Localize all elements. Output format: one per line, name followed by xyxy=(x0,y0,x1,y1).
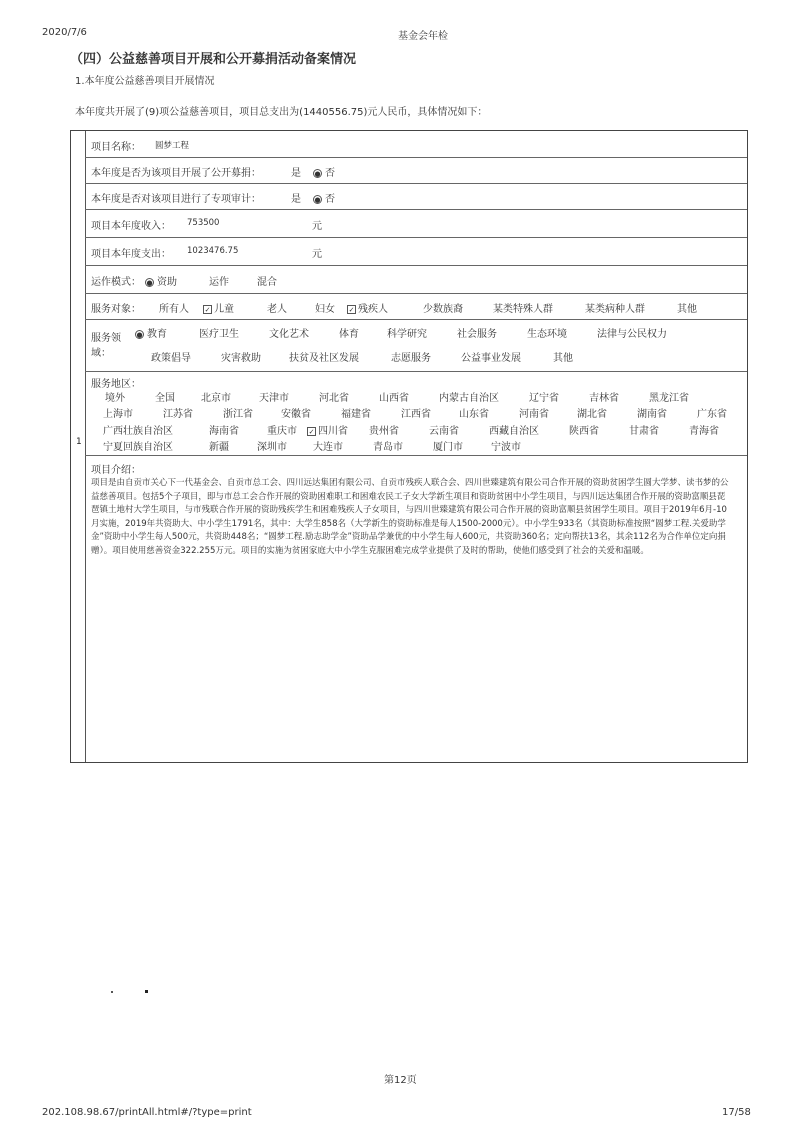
region-item[interactable]: 青岛市 xyxy=(373,442,403,453)
audit-question: 本年度是否对该项目进行了专项审计： xyxy=(91,194,261,205)
radio-selected-icon: ● xyxy=(146,278,153,287)
field-research[interactable]: 科学研究 xyxy=(387,329,427,340)
project-table xyxy=(70,130,748,763)
region-item[interactable]: 宁波市 xyxy=(491,442,521,453)
field-volunteer[interactable]: 志愿服务 xyxy=(391,353,431,364)
region-item[interactable]: 海南省 xyxy=(209,426,239,437)
region-item[interactable]: 上海市 xyxy=(103,409,133,420)
target-all[interactable]: 所有人 xyxy=(159,304,189,315)
row-index-column xyxy=(71,131,86,762)
intro-text: 项目是由自贡市关心下一代基金会、自贡市总工会、四川远达集团有限公司、自贡市残疾人联合会、四川世臻建筑有限公司合作开展的资助贫困学生圆大学梦、读书梦的公益慈善项目。包括5个子项目，即与市总工会合作开展的资助困难职工和困难农民工子女大学新生项目和资助贫困中小学生项目，与四川远达集团合作开展的资助富顺县琵琶镇土地村大学生项目，与市残联合作开展的资助残疾学生和困难残疾人子女项目，与四川世臻建筑有限公司合作开展的资助富顺县贫困学生项目。项目于2019年6月-10月实施，2019年共资助大、中小学生1791名，其中：大学生858名（大学新生的资助标准是每人1500-2000元）。中小学生933名（其资助标准按照“圆梦工程.关爱助学金”资助中小学生每人500元，共资助448名；“圆梦工程.励志助学金”资助品学兼优的中小学生每人600元，共资助360名；定向帮扶13名，其余112名为合作单位定向捐赠）。项目使用慈善资金322.255万元。项目的实施为贫困家庭大中小学生克服困难完成学业提供了及时的帮助，使他们感受到了社会的关爱和温暖。 xyxy=(91,478,729,556)
field-policy[interactable]: 政策倡导 xyxy=(151,353,191,364)
name-label: 项目名称： xyxy=(91,142,141,153)
field-other[interactable]: 其他 xyxy=(553,353,573,364)
region-item[interactable]: 宁夏回族自治区 xyxy=(103,442,173,453)
expense-unit: 元 xyxy=(312,249,322,260)
radio-selected-icon: ● xyxy=(136,330,143,339)
mode-option-funding[interactable]: ● 资助 xyxy=(146,277,177,288)
print-date: 2020/7/6 xyxy=(42,27,87,38)
row-service-regions xyxy=(85,371,747,456)
field-sports[interactable]: 体育 xyxy=(339,329,359,340)
region-item[interactable]: 境外 xyxy=(105,393,125,404)
target-minorities[interactable]: 少数族裔 xyxy=(423,304,463,315)
page-count: 17/58 xyxy=(722,1107,751,1118)
public-no-option[interactable]: ● 否 xyxy=(314,168,335,179)
subsection-title: 1.本年度公益慈善项目开展情况 xyxy=(75,76,215,87)
radio-selected-icon: ● xyxy=(314,195,321,204)
stray-dot xyxy=(111,991,113,993)
region-item[interactable]: 深圳市 xyxy=(257,442,287,453)
row-special-audit xyxy=(85,183,747,210)
field-public-welfare[interactable]: 公益事业发展 xyxy=(461,353,521,364)
region-item[interactable]: 甘肃省 xyxy=(629,426,659,437)
region-item[interactable]: 山西省 xyxy=(379,393,409,404)
section-title: （四）公益慈善项目开展和公开募捐活动备案情况 xyxy=(70,52,357,67)
row-expense xyxy=(85,237,747,266)
region-item[interactable]: 吉林省 xyxy=(589,393,619,404)
row-service-fields xyxy=(85,319,747,372)
target-women[interactable]: 妇女 xyxy=(315,304,335,315)
target-children[interactable]: ✓ 儿童 xyxy=(204,304,234,315)
row-income xyxy=(85,209,747,238)
field-law[interactable]: 法律与公民权力 xyxy=(597,329,667,340)
mode-label: 运作模式： xyxy=(91,277,141,288)
region-item[interactable]: 西藏自治区 xyxy=(489,426,539,437)
row-operation-mode xyxy=(85,265,747,294)
region-item[interactable]: 湖南省 xyxy=(637,409,667,420)
stray-dot xyxy=(145,990,148,993)
region-item[interactable]: 重庆市 xyxy=(267,426,297,437)
summary-text: 本年度共开展了(9)项公益慈善项目，项目总支出为(1440556.75)元人民币，具体情况如下： xyxy=(75,107,488,118)
radio-selected-icon: ● xyxy=(314,169,321,178)
income-value: 753500 xyxy=(187,218,220,228)
region-item[interactable]: 新疆 xyxy=(209,442,229,453)
region-item[interactable]: 广东省 xyxy=(697,409,727,420)
region-item[interactable]: 福建省 xyxy=(341,409,371,420)
region-item[interactable]: 厦门市 xyxy=(433,442,463,453)
region-item[interactable]: 北京市 xyxy=(201,393,231,404)
region-item[interactable]: 湖北省 xyxy=(577,409,607,420)
region-item[interactable]: 陕西省 xyxy=(569,426,599,437)
mode-option-operate[interactable]: 运作 xyxy=(209,277,229,288)
field-social-service[interactable]: 社会服务 xyxy=(457,329,497,340)
region-item[interactable]: 山东省 xyxy=(459,409,489,420)
region-item[interactable]: 内蒙古自治区 xyxy=(439,393,499,404)
target-disabled[interactable]: ✓ 残疾人 xyxy=(348,304,388,315)
income-unit: 元 xyxy=(312,221,322,232)
region-item[interactable]: 江西省 xyxy=(401,409,431,420)
public-yes-option[interactable]: 是 xyxy=(291,168,301,179)
region-item[interactable]: 黑龙江省 xyxy=(649,393,689,404)
audit-no-option[interactable]: ● 否 xyxy=(314,194,335,205)
row-index: 1 xyxy=(76,437,82,447)
target-label: 服务对象： xyxy=(91,304,141,315)
audit-yes-option[interactable]: 是 xyxy=(291,194,301,205)
region-item[interactable]: 安徽省 xyxy=(281,409,311,420)
document-title: 基金会年检 xyxy=(398,31,448,42)
target-special-group[interactable]: 某类特殊人群 xyxy=(493,304,553,315)
expense-value: 1023476.75 xyxy=(187,246,239,256)
intro-label: 项目介绍： xyxy=(91,465,141,476)
region-item[interactable]: 青海省 xyxy=(689,426,719,437)
checkbox-checked-icon: ✓ xyxy=(348,305,355,314)
region-item[interactable]: 大连市 xyxy=(313,442,343,453)
region-item[interactable]: 浙江省 xyxy=(223,409,253,420)
target-disease-group[interactable]: 某类病种人群 xyxy=(585,304,645,315)
field-ecology[interactable]: 生态环境 xyxy=(527,329,567,340)
field-disaster[interactable]: 灾害救助 xyxy=(221,353,261,364)
region-item[interactable]: 全国 xyxy=(155,393,175,404)
mode-option-mixed[interactable]: 混合 xyxy=(257,277,277,288)
row-service-targets xyxy=(85,293,747,320)
public-fundraising-question: 本年度是否为该项目开展了公开募捐： xyxy=(91,168,261,179)
field-poverty[interactable]: 扶贫及社区发展 xyxy=(289,353,359,364)
field-culture[interactable]: 文化艺术 xyxy=(269,329,309,340)
row-project-name xyxy=(85,131,747,158)
checkbox-checked-icon: ✓ xyxy=(308,427,315,436)
region-sichuan[interactable]: ✓ 四川省 xyxy=(308,426,348,437)
region-item[interactable]: 河南省 xyxy=(519,409,549,420)
project-name: 圆梦工程 xyxy=(155,141,190,151)
field-label-line1: 服务领 xyxy=(91,333,121,344)
region-item[interactable]: 天津市 xyxy=(259,393,289,404)
expense-label: 项目本年度支出： xyxy=(91,249,171,260)
region-label: 服务地区： xyxy=(91,379,141,390)
row-public-fundraising xyxy=(85,157,747,184)
region-item[interactable]: 贵州省 xyxy=(369,426,399,437)
field-education[interactable]: ● 教育 xyxy=(136,329,167,340)
field-medical[interactable]: 医疗卫生 xyxy=(199,329,239,340)
region-item[interactable]: 河北省 xyxy=(319,393,349,404)
checkbox-checked-icon: ✓ xyxy=(204,305,211,314)
income-label: 项目本年度收入： xyxy=(91,221,171,232)
region-item[interactable]: 辽宁省 xyxy=(529,393,559,404)
region-item[interactable]: 广西壮族自治区 xyxy=(103,426,173,437)
print-url[interactable]: 202.108.98.67/printAll.html#/?type=print xyxy=(42,1107,252,1118)
field-label-line2: 域： xyxy=(91,348,111,359)
region-item[interactable]: 云南省 xyxy=(429,426,459,437)
region-item[interactable]: 江苏省 xyxy=(163,409,193,420)
target-other[interactable]: 其他 xyxy=(677,304,697,315)
page-number: 第12页 xyxy=(384,1075,417,1086)
target-elderly[interactable]: 老人 xyxy=(267,304,287,315)
